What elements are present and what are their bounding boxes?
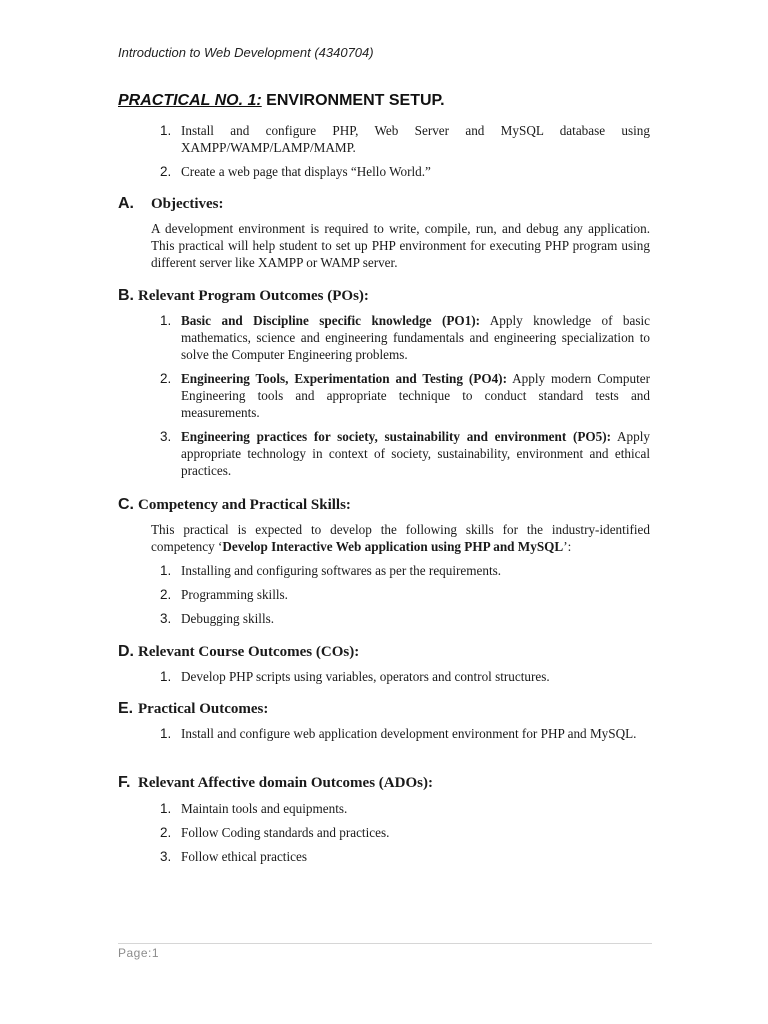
section-a-heading: A. Objectives: <box>118 195 224 212</box>
section-d-heading: D. Relevant Course Outcomes (COs): <box>118 643 360 660</box>
course-outcomes-list <box>118 668 650 692</box>
list-item: 2. Engineering Tools, Experimentation and Testing (PO4): Apply modern Computer Engineering tools and appropriate technique to conduct standard tests and measurements. <box>160 371 650 420</box>
task-list <box>118 122 650 187</box>
list-item: 3. Debugging skills. <box>160 611 275 626</box>
list-item: 3. Follow ethical practices <box>160 849 307 864</box>
list-item: 1. Maintain tools and equipments. <box>160 801 348 816</box>
list-item: 1. Install and configure web application development environment for PHP and MySQL. <box>160 726 637 741</box>
running-header: Introduction to Web Development (4340704) <box>118 45 374 60</box>
practical-outcomes-list <box>118 725 650 749</box>
list-item: 3. Engineering practices for society, sustainability and environment (PO5): Apply appropriate technology in context of society, sustainability, environment and ethical practices. <box>160 429 650 478</box>
practical-title <box>118 92 445 110</box>
practical-label: PRACTICAL NO. 1: <box>118 92 262 109</box>
skills-list <box>118 562 650 634</box>
objectives-paragraph: A development environment is required to write, compile, run, and debug any application. This practical will help student to set up PHP environment for executing PHP program using different server like XAMPP or WAMP server. <box>151 221 650 270</box>
list-item: 2. Create a web page that displays “Hello World.” <box>160 164 431 179</box>
section-c-heading: C. Competency and Practical Skills: <box>118 496 351 513</box>
program-outcomes-list <box>118 312 650 486</box>
list-item: 2. Follow Coding standards and practices. <box>160 825 390 840</box>
list-item: 1. Basic and Discipline specific knowledge (PO1): Apply knowledge of basic mathematics, science and engineering fundamentals and engineering specialization to solve the Computer Engineering problems. <box>160 313 650 362</box>
list-item: 1. Installing and configuring softwares as per the requirements. <box>160 563 502 578</box>
list-item: 2. Programming skills. <box>160 587 288 602</box>
section-b-heading: B. Relevant Program Outcomes (POs): <box>118 287 369 304</box>
page-number: Page:1 <box>118 946 160 960</box>
section-e-heading: E. Practical Outcomes: <box>118 700 269 717</box>
section-f-heading: F. Relevant Affective domain Outcomes (ADOs): <box>118 774 433 791</box>
list-item: 1. Develop PHP scripts using variables, operators and control structures. <box>160 669 550 684</box>
affective-outcomes-list <box>118 800 650 872</box>
practical-heading: ENVIRONMENT SETUP. <box>266 92 445 109</box>
footer-divider <box>118 943 652 944</box>
competency-paragraph: This practical is expected to develop the following skills for the industry-identified competency ‘Develop Interactive Web application using PHP and MySQL’: <box>151 522 650 554</box>
list-item: 1. Install and configure PHP, Web Server and MySQL database using XAMPP/WAMP/LAMP/MAMP. <box>160 123 650 155</box>
